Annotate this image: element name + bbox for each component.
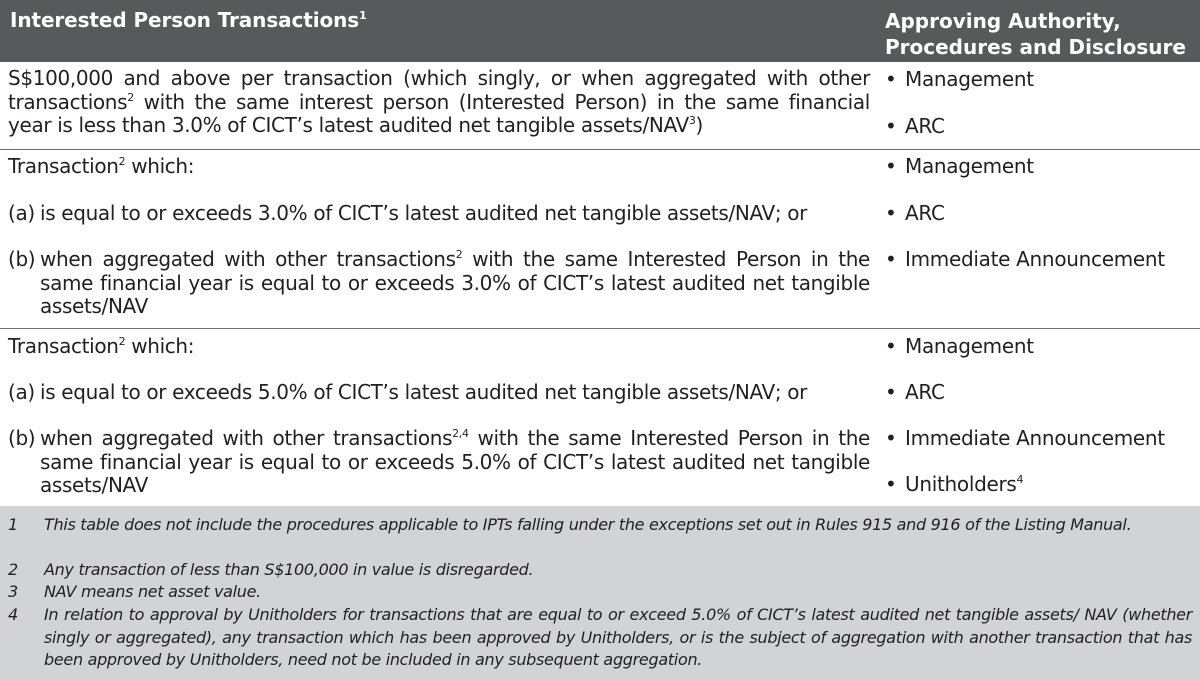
row2-intro: Transaction$^2$ which: — [8, 154, 195, 178]
row3-intro: Transaction$^2$ which: — [8, 334, 195, 358]
header-col-approving-authority: Approving Authority, Procedures and Disclosure — [885, 9, 1186, 59]
row-divider — [0, 328, 1200, 329]
header-col-transactions: Interested Person Transactions$^1$ — [10, 8, 367, 32]
ipt-table: Interested Person Transactions$^1$ Approving Authority, Procedures and Disclosure S$100,000 and above per transaction (which singly, or when aggregated with other transactions$^2$ with the same interest person (Interested Person) in the same financial year is less than 3.0% of CICT’s latest audited net tangible assets/NAV$^3$) • Management • ARC Transaction$^2$ which: (a) is equal to or exceeds 3.0% of CICT’s latest audited net tangible assets/NAV; or (b) when aggregated with other transactions$^2$ with the same Interested Person in the same financial year is equal to or exceeds 3.0% of CICT’s latest audited net tangible assets/NAV • Management • ARC • Immediate Announcement Transaction$^2$ which: (a) is equal to or exceeds 5.0% of CICT’s latest audited net tangible assets/NAV; or (b) when aggregated with other transactions$^{2,4}$ with the same Interested Person in the same financial year is equal to or exceeds 5.0% of CICT’s latest audited net tangible assets/NAV • Management • ARC • Immediate Announcement • Unitholders$^4$ 1 This table does not include the procedures applicable to IPTs falling under the exceptions set out in Rules 915 and 916 of the Listing Manual. 2 Any transaction of less than S$100,000 in value is disregarded. 3 NAV means net asset value. 4 In relation to approval by Unitholders for transactions that are equal to or exceed 5.0% of CICT’s latest audited net tangible assets/ NAV (whether singly or aggregated), any transaction which has been approved by Unitholders, or is the subject of aggregation with another transaction that has been approved by Unitholders, need not be included in any subsequent aggregation. — [0, 0, 1200, 679]
footnotes: 1 This table does not include the procedures applicable to IPTs falling under the exceptions set out in Rules 915 and 916 of the Listing Manual. 2 Any transaction of less than S$100,000 in value is disregarded. 3 NAV means net asset value. 4 In relation to approval by Unitholders for transactions that are equal to or exceed 5.0% of CICT’s latest audited net tangible assets/ NAV (whether singly or aggregated), any transaction which has been approved by Unitholders, or is the subject of aggregation with another transaction that has been approved by Unitholders, need not be included in any subsequent aggregation. — [0, 506, 1200, 679]
row-divider — [0, 149, 1200, 150]
table-header — [0, 0, 1200, 62]
row1-description: S$100,000 and above per transaction (which singly, or when aggregated with other transactions$^2$ with the same interest person (Interested Person) in the same financial year is less than 3.0% of CICT’s latest audited net tangible assets/NAV$^3$) — [8, 66, 870, 137]
